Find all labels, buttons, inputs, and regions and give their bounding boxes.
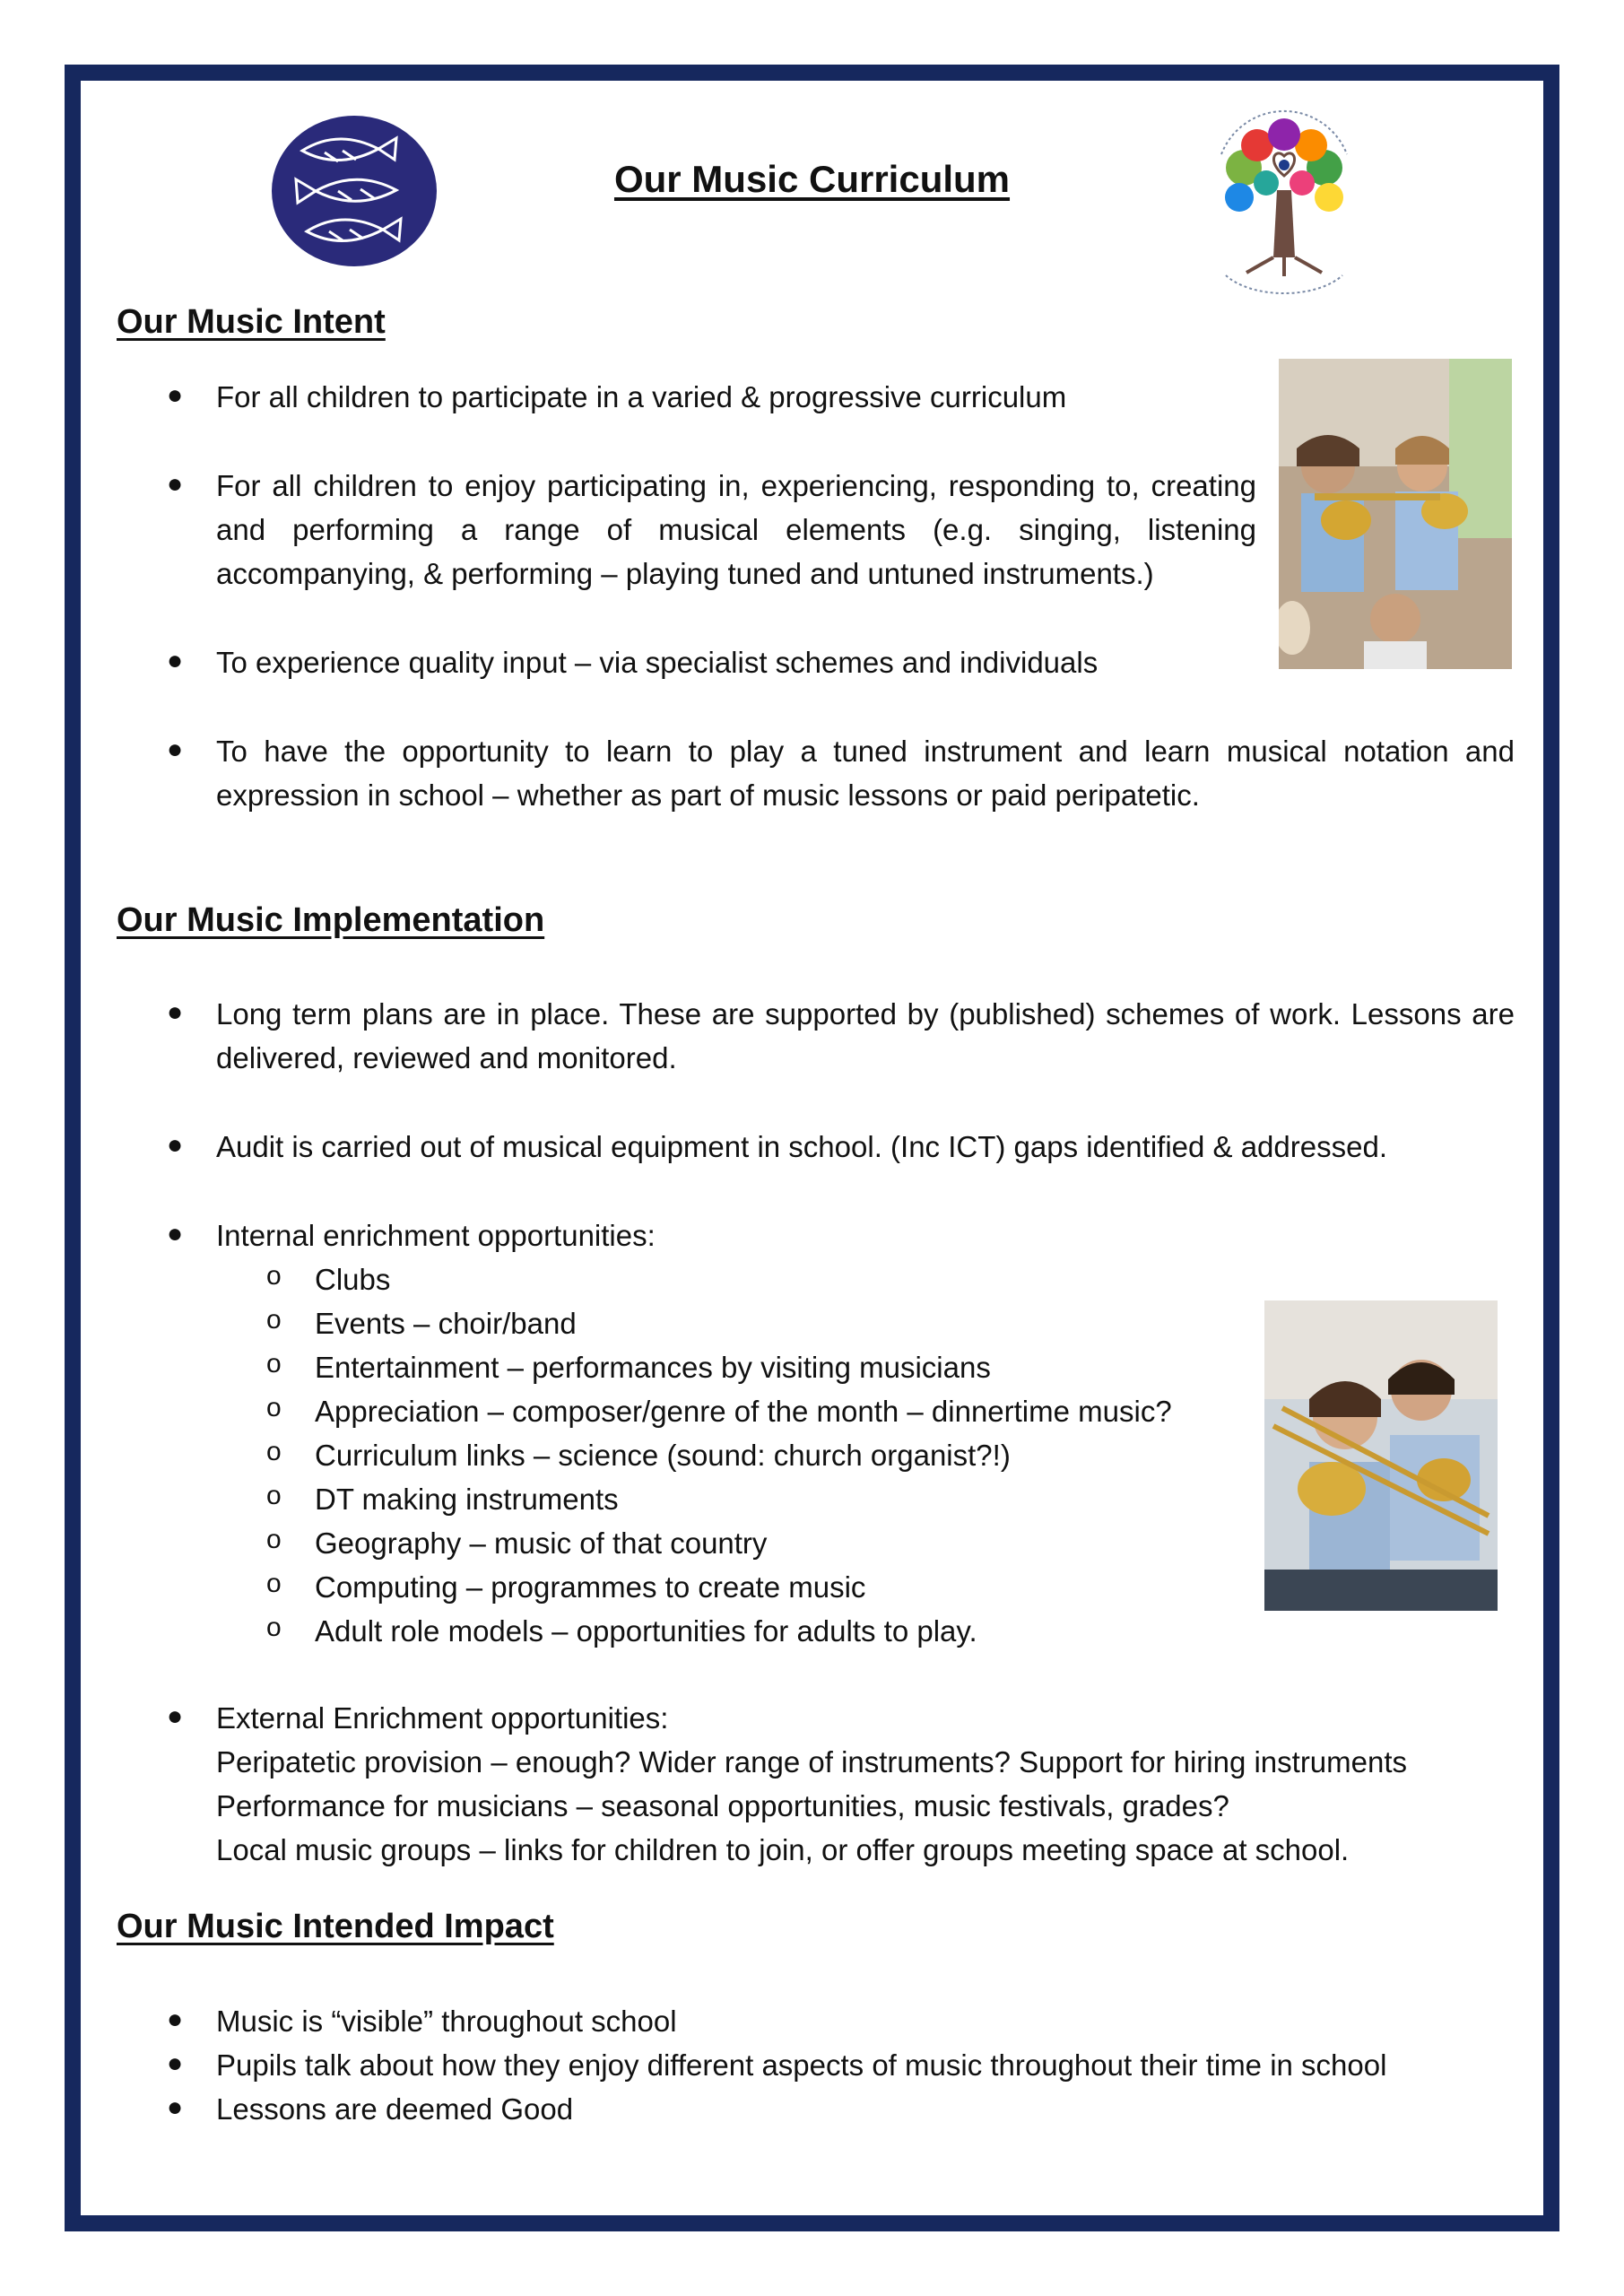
internal-sub-item: Curriculum links – science (sound: church organist?!) (315, 1439, 1011, 1472)
sub-marker: o (266, 1437, 282, 1466)
sub-marker: o (266, 1349, 282, 1378)
sub-marker: o (266, 1569, 282, 1598)
internal-sub-item: Geography – music of that country (315, 1526, 768, 1560)
bullet-marker: ● (167, 2092, 184, 2122)
bullet-marker: ● (167, 2005, 184, 2034)
bullet-marker: ● (167, 1219, 184, 1248)
internal-sub-item: Entertainment – performances by visiting musicians (315, 1351, 991, 1384)
sub-marker: o (266, 1305, 282, 1335)
external-line-3: Local music groups – links for children to join, or offer groups meeting space at school. (216, 1833, 1350, 1866)
bullet-marker: ● (167, 380, 184, 410)
impact-item-3: Lessons are deemed Good (216, 2092, 574, 2126)
implementation-item-2: Audit is carried out of musical equipment in school. (Inc ICT) gaps identified & addressed. (216, 1130, 1387, 1163)
sub-marker: o (266, 1481, 282, 1510)
intent-item-4: To have the opportunity to learn to play a tuned instrument and learn musical notation and expression in school – whether as part of music lessons or paid peripatetic. (216, 735, 1515, 812)
bullet-marker: ● (167, 997, 184, 1027)
bullet-marker: ● (167, 646, 184, 675)
internal-sub-item: Adult role models – opportunities for adults to play. (315, 1614, 977, 1648)
sub-marker: o (266, 1261, 282, 1291)
bullet-marker: ● (167, 1701, 184, 1731)
page-title: Our Music Curriculum (613, 158, 1011, 200)
internal-sub-item: Appreciation – composer/genre of the month – dinnertime music? (315, 1395, 1172, 1428)
intent-item-2: For all children to enjoy participating in, experiencing, responding to, creating and performing a range of musical elements (e.g. singing, listening accompanying, & performing – playing tuned and untuned instruments.) (216, 469, 1256, 590)
sub-marker: o (266, 1393, 282, 1422)
external-line-2: Performance for musicians – seasonal opportunities, music festivals, grades? (216, 1789, 1229, 1822)
internal-sub-item: DT making instruments (315, 1483, 619, 1516)
impact-item-1: Music is “visible” throughout school (216, 2005, 677, 2038)
sub-marker: o (266, 1525, 282, 1554)
children-brass-photo (1279, 359, 1512, 669)
trombone-photo (1264, 1300, 1498, 1611)
intent-item-1: For all children to participate in a varied & progressive curriculum (216, 380, 1067, 413)
implementation-item-3: Internal enrichment opportunities: (216, 1219, 656, 1252)
bullet-marker: ● (167, 1130, 184, 1160)
internal-sub-item: Computing – programmes to create music (315, 1570, 866, 1604)
internal-sub-item: Clubs (315, 1263, 391, 1296)
implementation-item-1: Long term plans are in place. These are supported by (published) schemes of work. Lessons are delivered, reviewed and monitored. (216, 997, 1515, 1074)
intent-item-3: To experience quality input – via specialist schemes and individuals (216, 646, 1099, 679)
sub-marker: o (266, 1613, 282, 1642)
implementation-heading: Our Music Implementation (117, 901, 545, 939)
impact-heading: Our Music Intended Impact (117, 1908, 554, 1945)
intent-heading: Our Music Intent (117, 303, 386, 341)
bullet-marker: ● (167, 469, 184, 499)
impact-item-2: Pupils talk about how they enjoy different aspects of music throughout their time in school (216, 2048, 1387, 2082)
external-line-1: Peripatetic provision – enough? Wider range of instruments? Support for hiring instruments (216, 1745, 1408, 1779)
bullet-marker: ● (167, 2048, 184, 2078)
external-label: External Enrichment opportunities: (216, 1701, 669, 1735)
internal-sub-item: Events – choir/band (315, 1307, 577, 1340)
bullet-marker: ● (167, 735, 184, 764)
